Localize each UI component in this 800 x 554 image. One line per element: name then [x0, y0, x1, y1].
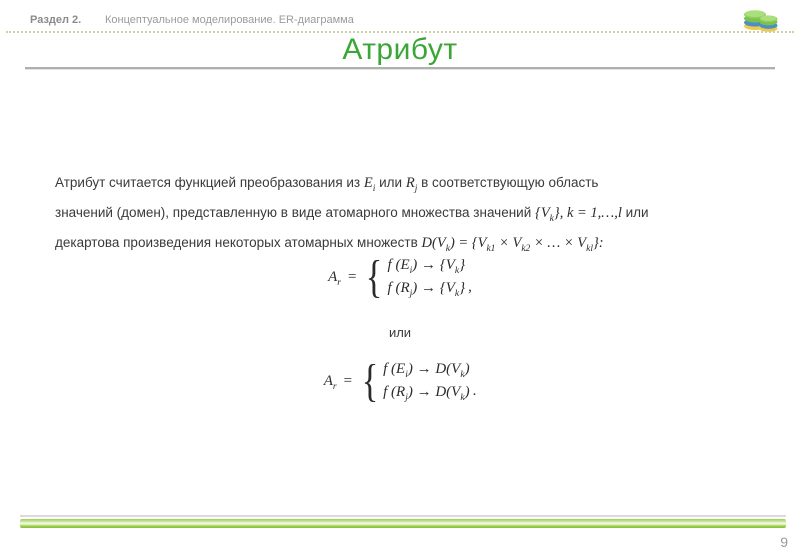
- math-base: ): [464, 361, 470, 377]
- math-Vk-set: [535, 205, 622, 224]
- title-divider: [25, 67, 775, 69]
- math-sub: k: [460, 370, 465, 380]
- formula-row: [383, 381, 469, 404]
- math-close-brace: },: [553, 205, 567, 221]
- math-base: V: [540, 205, 550, 221]
- math-open-brace: {: [535, 205, 541, 221]
- math-base: ) → D(V: [407, 361, 461, 377]
- math-sub: k: [454, 266, 460, 276]
- text-run: Атрибут считается функцией преобразования из: [55, 175, 364, 190]
- formula-rows: [383, 358, 469, 404]
- math-sub: i: [405, 370, 408, 380]
- or-label: или: [388, 325, 412, 340]
- math-base: × V: [495, 235, 522, 251]
- paragraph-line-2: [55, 198, 775, 228]
- formula-punctuation: .: [472, 383, 477, 399]
- paragraph: [55, 168, 775, 258]
- footer-green-bar: [20, 519, 786, 528]
- math-domain-product: [421, 235, 604, 254]
- math-base: ): [464, 384, 470, 400]
- math-Rj: [405, 175, 418, 194]
- math-sub: k: [549, 213, 554, 224]
- text-run: или: [375, 175, 406, 190]
- section-label: Раздел 2.: [30, 14, 82, 26]
- math-sub: j: [409, 289, 413, 299]
- math-sub: i: [372, 183, 376, 194]
- text-run: или: [621, 205, 649, 220]
- section-subtitle: Концептуальное моделирование. ER-диаграмма: [105, 14, 354, 26]
- database-cylinder-front: [760, 15, 778, 32]
- math-sub: k: [460, 393, 465, 403]
- math-base: × … × V: [530, 235, 587, 251]
- formula-lhs: [324, 373, 337, 390]
- math-base: f (E: [383, 361, 406, 377]
- math-base: ) → D(V: [407, 384, 461, 400]
- formula-rows: [388, 254, 466, 300]
- math-base: A: [328, 268, 338, 285]
- formula-row: [388, 277, 466, 300]
- equals-sign: =: [347, 268, 357, 285]
- cases-brace: {: [361, 355, 379, 406]
- math-base: f (R: [383, 384, 406, 400]
- equals-sign: =: [343, 372, 353, 389]
- text-run: значений (домен), представленную в виде атомарного множества значений: [55, 205, 535, 220]
- math-base: ) → {V: [412, 257, 455, 273]
- math-sub: k1: [486, 243, 496, 254]
- math-base: A: [323, 372, 333, 389]
- math-base: }:: [593, 235, 604, 251]
- math-sub: kl: [586, 243, 593, 254]
- formula-punctuation: ,: [468, 279, 472, 295]
- text-run: в соответствующую область: [417, 175, 599, 190]
- math-base: D(V: [421, 235, 446, 251]
- math-base: R: [405, 175, 415, 191]
- math-sub: k2: [521, 243, 531, 254]
- math-base: ) → {V: [412, 280, 455, 296]
- paragraph-line-1: [55, 168, 775, 198]
- math-sub: r: [332, 381, 337, 392]
- math-sub: j: [414, 183, 418, 194]
- math-base: f (E: [387, 257, 410, 273]
- page-title: Атрибут: [342, 33, 458, 66]
- math-sub: j: [405, 393, 408, 403]
- math-sub: r: [337, 277, 341, 288]
- formula-lhs: [328, 269, 341, 286]
- formula-attribute-domain: [0, 355, 800, 406]
- math-base: E: [363, 175, 373, 191]
- math-base: f (R: [387, 280, 410, 296]
- formula-attribute-atomic: [0, 251, 800, 302]
- page-number: 9: [780, 534, 788, 550]
- math-sub: k: [454, 289, 460, 299]
- formula-row: [388, 254, 466, 277]
- math-base: }: [459, 257, 466, 273]
- math-sub: i: [409, 266, 413, 276]
- footer-gray-rule: [20, 515, 786, 517]
- text-run: декартова произведения некоторых атомарных множеств: [55, 235, 422, 250]
- math-index-range: k = 1,…,l: [566, 205, 622, 221]
- math-base: ) = {V: [449, 235, 487, 251]
- math-sub: k: [445, 243, 450, 254]
- formula-row: [383, 358, 469, 381]
- cases-brace: {: [366, 251, 383, 302]
- math-Ei: [363, 175, 376, 194]
- math-base: }: [459, 280, 466, 296]
